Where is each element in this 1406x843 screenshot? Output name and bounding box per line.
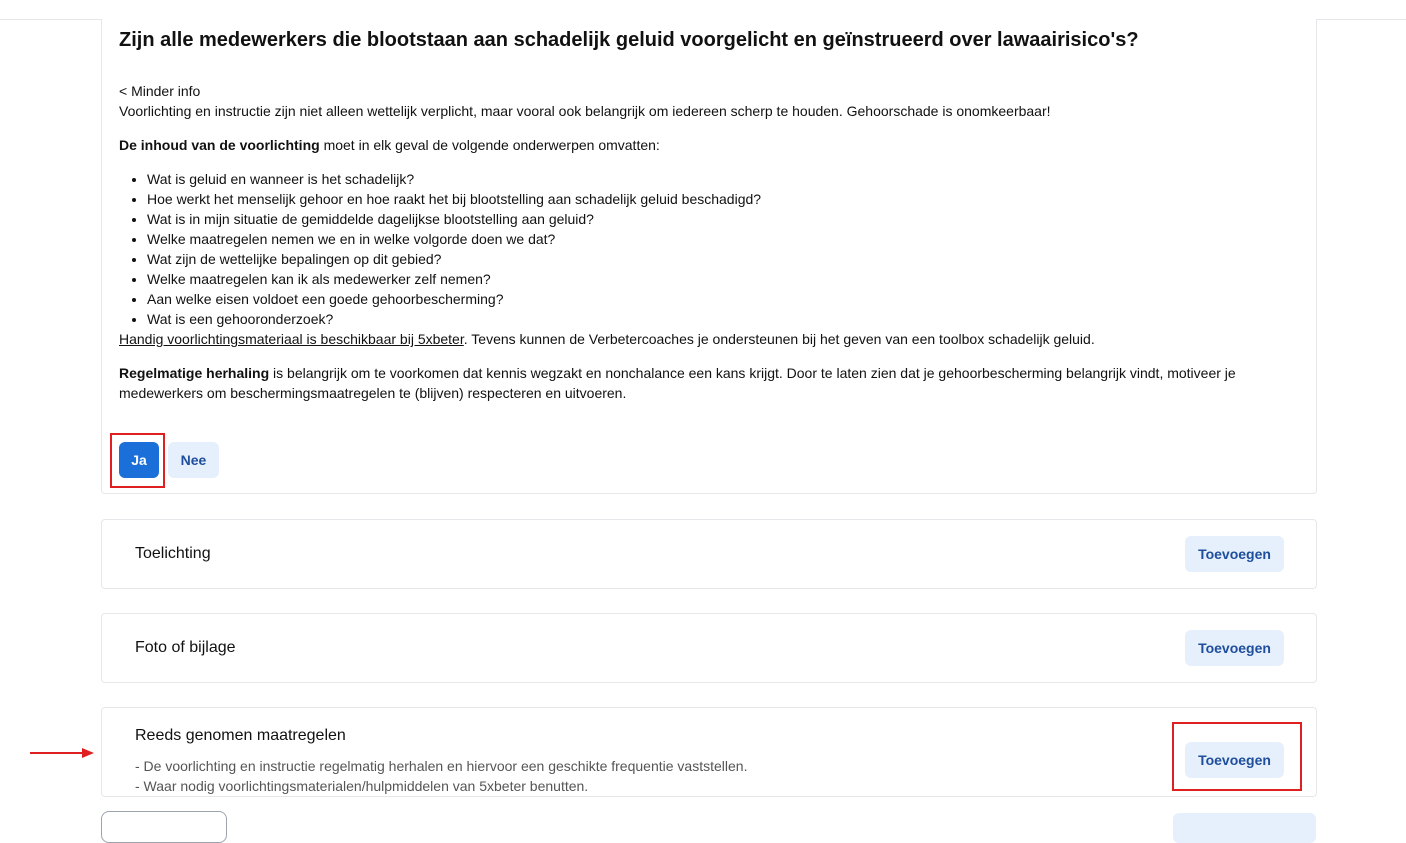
material-paragraph (119, 329, 1299, 349)
measures-title: Reeds genomen maatregelen (135, 727, 346, 744)
intro-text: Voorlichting en instructie zijn niet alleen wettelijk verplicht, maar vooral ook belangrijk om iedereen scherp te houden. Gehoorschade is onomkeerbaar! (119, 103, 1051, 119)
repeat-rest: is belangrijk om te voorkomen dat kennis wegzakt en nonchalance een kans krijgt. Door te laten zien dat je gehoorbescherming belangrijk vindt, motiveer je medewerkers om beschermingsmaatregelen te (blijven) respecteren en uitvoeren. (119, 365, 1236, 401)
content-bold: De inhoud van de voorlichting (119, 137, 320, 153)
list-item: • Wat is in mijn situatie de gemiddelde dagelijkse blootstelling aan geluid? (147, 209, 1299, 229)
question-card (101, 19, 1317, 494)
repeat-bold: Regelmatige herhaling (119, 365, 270, 381)
explanation-title: Toelichting (135, 545, 211, 562)
list-item: • Wat is geluid en wanneer is het schadelijk? (147, 169, 1299, 189)
list-item: • Welke maatregelen nemen we en in welke volgorde doen we dat? (147, 229, 1299, 249)
repeat-paragraph (119, 363, 1299, 403)
list-item: - De voorlichting en instructie regelmatig herhalen en hiervoor een geschikte frequentie vaststellen. (135, 758, 748, 774)
measures-list (135, 756, 747, 796)
question-title: Zijn alle medewerkers die blootstaan aan schadelijk geluid voorgelicht en geïnstrueerd over lawaairisico's? (119, 29, 1139, 51)
less-info-toggle[interactable]: < Minder info (119, 83, 201, 99)
list-item: • Aan welke eisen voldoet een goede gehoorbescherming? (147, 289, 1299, 309)
no-button[interactable]: Nee (168, 442, 219, 478)
list-item: • Wat zijn de wettelijke bepalingen op dit gebied? (147, 249, 1299, 269)
list-item: • Wat is een gehooronderzoek? (147, 309, 1299, 329)
question-info (119, 81, 1299, 403)
attachment-section (101, 613, 1317, 683)
add-measure-button[interactable]: Toevoegen (1185, 742, 1284, 778)
measures-section (101, 707, 1317, 797)
material-link[interactable]: Handig voorlichtingsmateriaal is beschikbaar bij 5xbeter (119, 331, 464, 347)
content-rest: moet in elk geval de volgende onderwerpen omvatten: (319, 137, 660, 153)
next-button[interactable] (1173, 813, 1316, 843)
list-item: - Waar nodig voorlichtingsmaterialen/hulpmiddelen van 5xbeter benutten. (135, 778, 589, 794)
yes-button[interactable]: Ja (119, 442, 159, 478)
arrow-right-icon (30, 746, 96, 760)
back-button[interactable] (101, 811, 227, 843)
add-explanation-button[interactable]: Toevoegen (1185, 536, 1284, 572)
list-item: • Welke maatregelen kan ik als medewerker zelf nemen? (147, 269, 1299, 289)
top-bar (0, 0, 1406, 20)
material-rest: . Tevens kunnen de Verbetercoaches je ondersteunen bij het geven van een toolbox schadelijk geluid. (463, 331, 1095, 347)
add-attachment-button[interactable]: Toevoegen (1185, 630, 1284, 666)
attachment-title: Foto of bijlage (135, 639, 236, 656)
content-paragraph (119, 135, 1299, 155)
list-item: • Hoe werkt het menselijk gehoor en hoe raakt het bij blootstelling aan schadelijk geluid beschadigd? (147, 189, 1299, 209)
topic-list (119, 169, 1299, 329)
explanation-section (101, 519, 1317, 589)
